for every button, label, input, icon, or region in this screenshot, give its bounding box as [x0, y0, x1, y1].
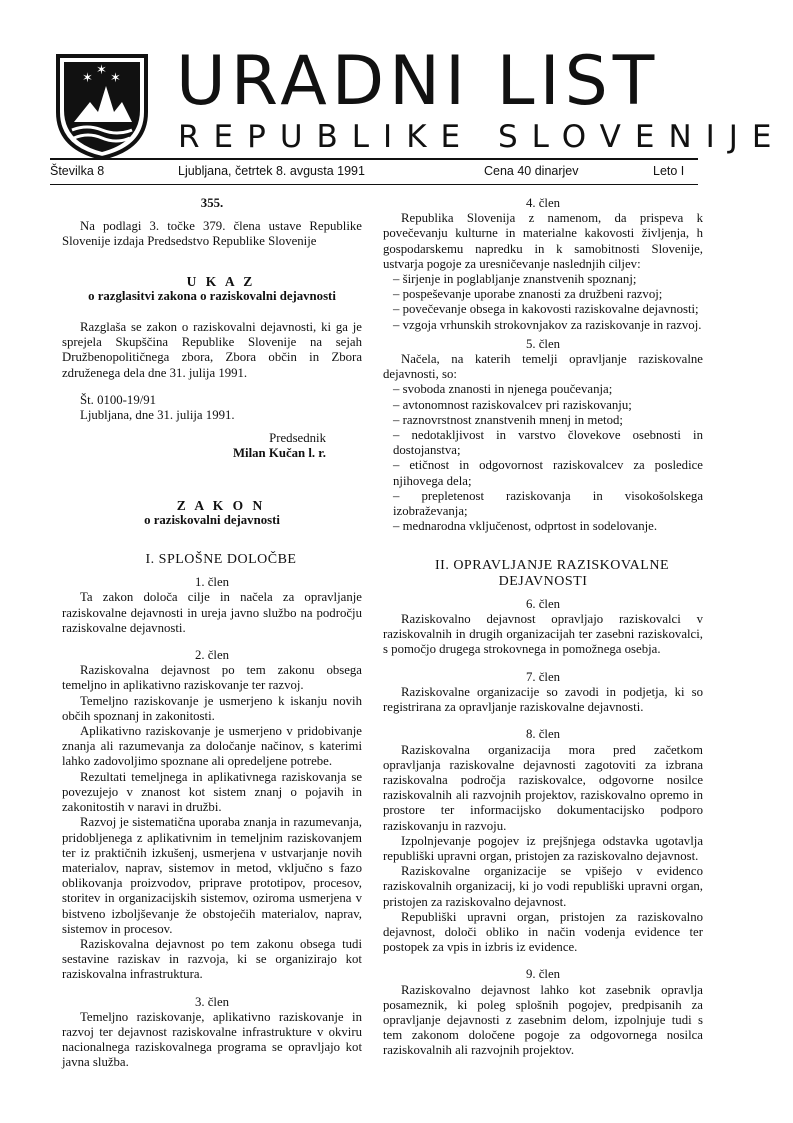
list-item: – širjenje in poglabljanje znanstvenih spoznanj;: [393, 272, 637, 287]
svg-text:✶: ✶: [82, 71, 93, 86]
article-2-paragraph: Razvoj je sistematična uporaba znanja in razumevanja, pridobljenega z aplikativnim in temeljnim raziskovanjem ter iz praktičnih izkušenj, usmerjena v ustvarjanje novih materialov, naprav, sistemov in metod, vključno s fazo oblikovanja proizvodov, priprave prototipov, procesov, storitev in organizacijskih sistemov, oziroma usmerjena v bistveno izboljševanje že obstoječih materialov, naprav, sistemov in procesov.: [62, 815, 362, 936]
article-6-text: Raziskovalno dejavnost opravljajo raziskovalci v raziskovalnih in drugih organizacijah ter zasebni raziskovalci, s pomočjo drugega strokovnega in pomožnega osebja.: [383, 612, 703, 657]
list-item: – avtonomnost raziskovalcev pri raziskovanju;: [393, 397, 632, 412]
act-number: 355.: [200, 196, 224, 210]
article-9-text: Raziskovalno dejavnost lahko kot zasebnik opravlja posameznik, ki poleg splošnih pogojev, predpisanih za opravljanje dejavnosti z zasebnim delom, izpolnjuje tudi s tem zakonom določene pogoje za odgovornega nosilca raziskovalnih ali razvojnih projektov.: [383, 982, 703, 1058]
article-9-heading: 9. člen: [525, 967, 561, 982]
publication-title: URADNI LIST: [176, 42, 660, 121]
issue-year: Leto I: [653, 164, 685, 178]
ukaz-title: U K A Z: [186, 273, 256, 289]
svg-text:✶: ✶: [110, 71, 121, 86]
list-item: – prepletenost raziskovanja in visokošolskega izobraževanja;: [393, 488, 703, 519]
article-5-intro: Načela, na katerih temelji opravljanje raziskovalne dejavnosti, so:: [383, 352, 703, 382]
article-2-heading: 2. člen: [194, 648, 230, 663]
signatory-name: Milan Kučan l. r.: [232, 446, 326, 461]
article-7-heading: 7. člen: [525, 669, 561, 684]
list-item: – nedotakljivost in varstvo človekove osebnosti in dostojanstva;: [393, 428, 703, 458]
article-4-intro: Republika Slovenija z namenom, da prispeva k povečevanju kulturne in materialne kakovosti življenja, h gospodarskemu napredku in k samobitnosti Slovenije, ustvarja pogoje za uresničevanje naslednjih ciljev:: [383, 211, 703, 271]
issue-number: Številka 8: [50, 164, 105, 178]
zakon-subtitle: o raziskovalni dejavnosti: [144, 512, 280, 527]
article-4-heading: 4. člen: [525, 196, 561, 210]
masthead-bottom-rule: [50, 184, 698, 185]
article-6-heading: 6. člen: [525, 596, 561, 611]
list-item: – mednarodna vključenost, odprtost in sodelovanje.: [393, 519, 658, 534]
article-8-paragraph: Raziskovalna organizacija mora pred začetkom opravljanja raziskovalne dejavnosti zagotoviti za izbrana raziskovalna področja raziskovalce, odgovorne nosilce raziskovalnih ali razvojnih projektov, raziskovalno opremo in prostore ter informacijsko dokumentacijsko podporo raziskovanju in razvoju.: [383, 742, 703, 833]
reference-date: Ljubljana, dne 31. julija 1991.: [80, 408, 235, 423]
article-8-paragraph: Republiški upravni organ, pristojen za raziskovalno dejavnost, določi obliko in način vodenja evidence ter postopek za vpis in izbris iz evidence.: [383, 909, 703, 955]
article-2-paragraph: Raziskovalna dejavnost po tem zakonu obsega tudi sestavine raziskav in razvoja, ki se organizirajo kot raziskovalna infrastruktura.: [62, 936, 362, 982]
article-8-heading: 8. člen: [525, 727, 561, 742]
issue-price: Cena 40 dinarjev: [484, 164, 579, 178]
publication-subtitle: REPUBLIKE SLOVENIJE: [178, 119, 786, 155]
article-7-text: Raziskovalne organizacije so zavodi in podjetja, ki so registrirana za opravljanje raziskovalne dejavnosti.: [383, 684, 703, 715]
reference-number: Št. 0100-19/91: [80, 392, 157, 407]
article-2-paragraph: Aplikativno raziskovanje je usmerjeno v pridobivanje znanja ali razumevanja za določanje načinov, s katerimi lahko zadovoljimo spoznane ali opredeljene potrebe.: [62, 724, 362, 769]
right-column: [383, 196, 703, 1059]
list-item: – etičnost in odgovornost raziskovalcev za posledice njihovega dela;: [393, 458, 703, 488]
list-item: – pospeševanje uporabe znanosti za družbeni razvoj;: [393, 287, 663, 302]
issue-place-date: Ljubljana, četrtek 8. avgusta 1991: [178, 164, 365, 178]
article-3-heading: 3. člen: [194, 994, 230, 1009]
article-1-heading: 1. člen: [194, 575, 230, 590]
article-8-paragraph: Raziskovalne organizacije se vpišejo v evidenco raziskovalnih organizacij, ki jo vodi republiški upravni organ, pristojen za raziskovalno dejavnost.: [383, 864, 703, 909]
article-3-text: Temeljno raziskovanje, aplikativno raziskovanje in razvoj ter dejavnost raziskovalne infrastrukture v okviru nacionalnega raziskovalnega programa se opravljajo kot javna služba.: [62, 1009, 362, 1070]
svg-text:✶: ✶: [96, 63, 107, 78]
article-2-paragraph: Temeljno raziskovanje je usmerjeno k iskanju novih občih spoznanj in zakonitosti.: [62, 693, 362, 723]
list-item: – raznovrstnost znanstvenih mnenj in metod;: [393, 412, 623, 427]
coat-of-arms-icon: [52, 52, 152, 162]
masthead-top-rule: [50, 158, 698, 160]
zakon-title: Z A K O N: [176, 497, 266, 513]
list-item: – povečevanje obsega in kakovosti raziskovalne dejavnosti;: [393, 302, 699, 317]
article-2-paragraph: Rezultati temeljnega in aplikativnega raziskovanja se povezujejo v znanost kot sistem znanj o pojavih in zakonitostih v naravi in družbi.: [62, 769, 362, 815]
list-item: – svoboda znanosti in njenega poučevanja;: [393, 382, 613, 397]
ukaz-subtitle: o razglasitvi zakona o raziskovalni dejavnosti: [88, 288, 336, 303]
signatory-role: Predsednik: [269, 431, 326, 446]
article-8-paragraph: Izpolnjevanje pogojev iz prejšnjega odstavka ugotavlja republiški upravni organ, pristojen za raziskovalno dejavnost.: [383, 833, 703, 863]
ukaz-text: Razglaša se zakon o raziskovalni dejavnosti, ki ga je sprejela Skupščina Republike Slovenije na sejah Družbenopolitičnega zbora, Zbora občin in Zbora združenega dela dne 31. julija 1991.: [62, 320, 362, 380]
article-1-text: Ta zakon določa cilje in načela za opravljanje raziskovalne dejavnosti in ureja javno službo na področju raziskovalne dejavnosti.: [62, 590, 362, 635]
section-2-heading: II. OPRAVLJANJE RAZISKOVALNE DEJAVNOSTI: [435, 558, 669, 589]
ukaz-intro: Na podlagi 3. točke 379. člena ustave Republike Slovenije izdaja Predsedstvo Republike Slovenije: [62, 219, 362, 249]
section-1-heading: I. SPLOŠNE DOLOČBE: [145, 552, 297, 568]
article-2-paragraph: Raziskovalna dejavnost po tem zakonu obsega temeljno in aplikativno raziskovanje ter razvoj.: [62, 663, 362, 693]
article-5-heading: 5. člen: [525, 336, 561, 351]
list-item: – vzgoja vrhunskih strokovnjakov za raziskovanje in razvoj.: [393, 317, 702, 332]
left-column: [62, 196, 362, 1071]
